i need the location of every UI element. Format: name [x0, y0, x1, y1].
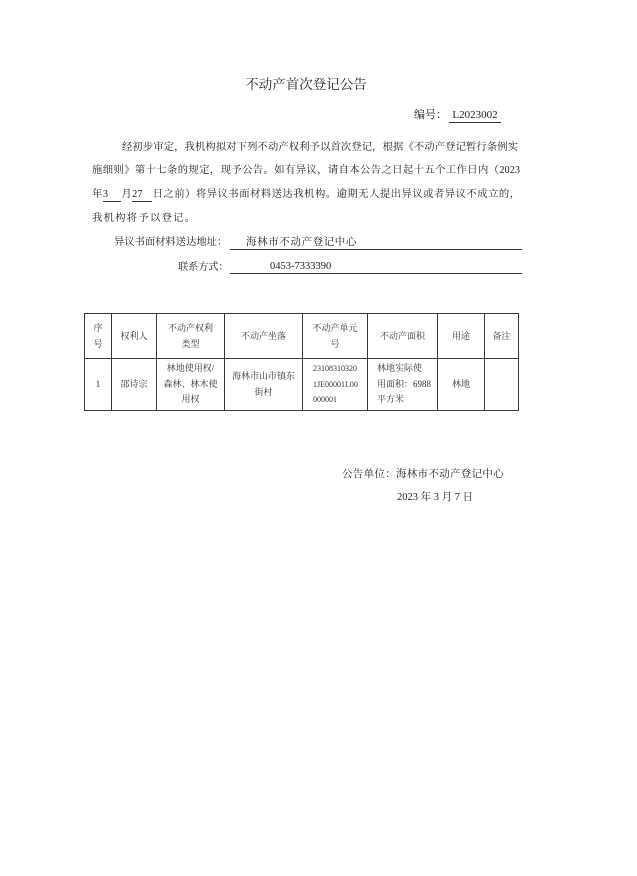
deadline-month: 3 [103, 189, 121, 202]
notice-year-suffix: 年 [92, 189, 103, 200]
cell-unit-number: 23108310320 1JE00001L00 000001 [303, 359, 368, 411]
cell-right-type: 林地使用权/ 森林、林木使 用权 [157, 359, 225, 411]
header-right-type: 不动产权利 类型 [157, 314, 225, 359]
cell-area: 林地实际使 用面积：6988 平方米 [368, 359, 438, 411]
header-area: 不动产面积 [368, 314, 438, 359]
issuer-label: 公告单位： [342, 469, 396, 480]
objection-address-label: 异议书面材料送达地址： [114, 237, 228, 248]
header-unit-number: 不动产单元 号 [303, 314, 368, 359]
contact-phone-value: 0453-7333390 [230, 260, 522, 274]
notice-line-3-text: 日之前）将异议书面材料送达我机构。逾期无人提出异议或者异议不成立的， [152, 189, 521, 200]
header-owner: 权利人 [112, 314, 157, 359]
notice-month-label: 月 [120, 189, 133, 200]
notice-line-3 [92, 188, 520, 202]
deadline-day: 27 [132, 189, 152, 202]
notice-line-4: 我机构将予以登记。 [92, 213, 197, 224]
serial-number: L2023002 [449, 109, 501, 123]
cell-serial: 1 [85, 359, 112, 411]
notice-line-2: 施细则》第十七条的规定，现予公告。如有异议，请自本公告之日起十五个工作日内（2023 [92, 165, 520, 176]
notice-line-1: 经初步审定，我机构拟对下列不动产权利予以首次登记，根据《不动产登记暂行条例实 [122, 142, 518, 153]
header-serial: 序 号 [85, 314, 112, 359]
table-row [85, 359, 519, 411]
header-location: 不动产坐落 [225, 314, 303, 359]
table-header-row [85, 314, 519, 359]
contact-label: 联系方式： [178, 262, 229, 273]
cell-location: 海林市山市镇东 街村 [225, 359, 303, 411]
cell-remarks [485, 359, 519, 411]
header-usage: 用途 [438, 314, 485, 359]
cell-usage: 林地 [438, 359, 485, 411]
registration-table [84, 313, 519, 411]
document-title: 不动产首次登记公告 [245, 77, 367, 93]
announcement-date: 2023 年 3 月 7 日 [397, 492, 474, 503]
serial-number-block [414, 108, 501, 123]
cell-owner: 邵诗宗 [112, 359, 157, 411]
header-remarks: 备注 [485, 314, 519, 359]
objection-address-value: 海林市不动产登记中心 [230, 236, 522, 250]
issuer-name: 海林市不动产登记中心 [396, 469, 504, 480]
issuer-line [342, 468, 504, 482]
serial-label: 编号： [414, 109, 447, 121]
